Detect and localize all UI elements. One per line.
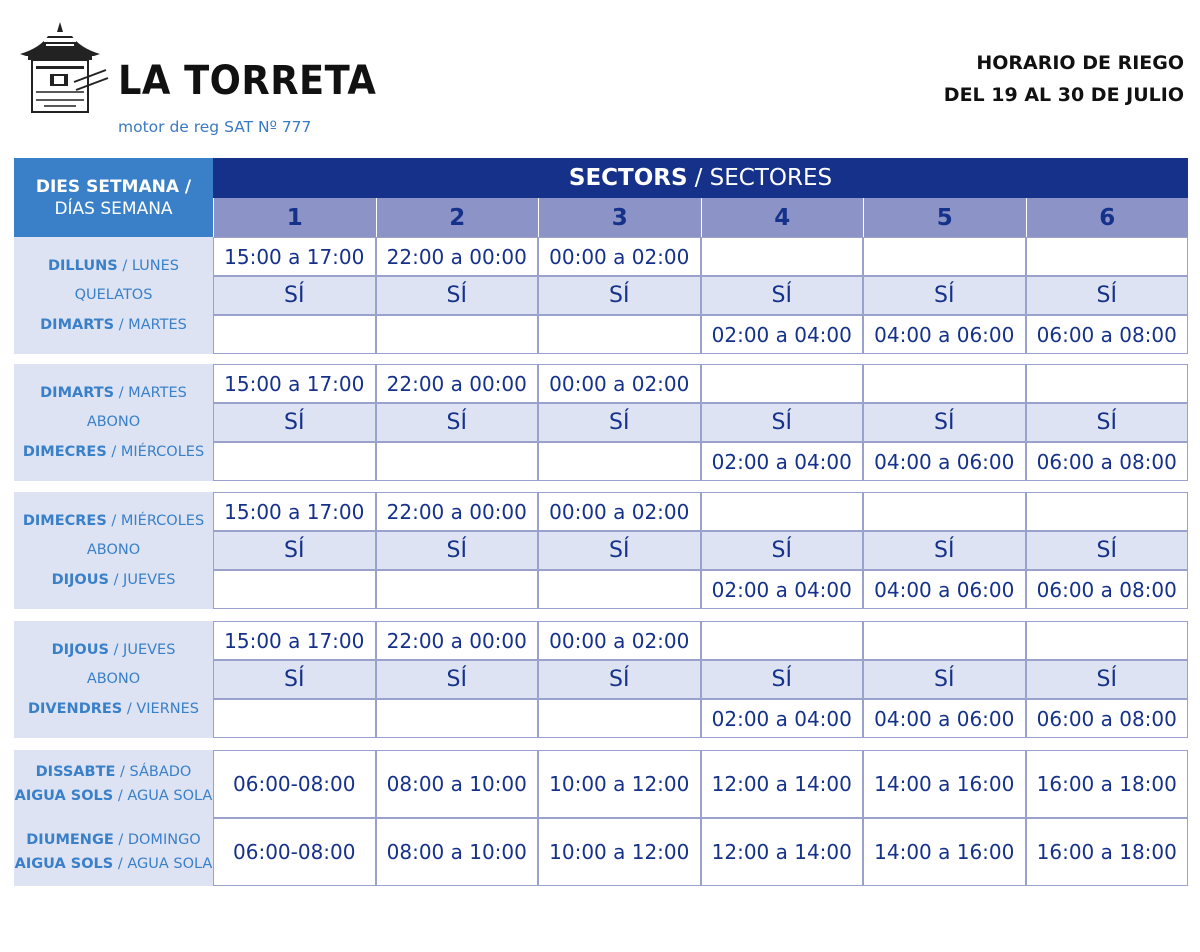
sector-number-4: 4	[701, 198, 864, 237]
schedule-cell	[863, 492, 1026, 531]
day-name-es: / VIERNES	[126, 701, 199, 718]
schedule-cell	[863, 237, 1026, 276]
logo-subtitle: motor de reg SAT Nº 777	[118, 118, 312, 136]
day-name-ca: DISSABTE	[35, 764, 116, 780]
sectors-header	[213, 158, 1188, 198]
day-name-es: / LUNES	[122, 257, 180, 274]
schedule-cell	[701, 492, 864, 531]
schedule-cell: 00:00 a 02:00	[538, 492, 701, 531]
days-header-line1: DIES SETMANA /	[35, 176, 192, 197]
day-name-es: / JUEVES	[113, 641, 176, 658]
block-label-line	[40, 317, 187, 333]
weekend-schedule-cell: 14:00 a 16:00	[863, 750, 1026, 818]
weekend-schedule-cell: 08:00 a 10:00	[376, 750, 539, 818]
schedule-cell	[213, 315, 376, 354]
schedule-cell: 00:00 a 02:00	[538, 621, 701, 660]
block-label-line	[75, 287, 153, 303]
day-name-ca: DIJOUS	[51, 641, 109, 658]
weekend-schedule-cell: 10:00 a 12:00	[538, 818, 701, 886]
day-name-es: / JUEVES	[113, 572, 176, 589]
day-name-es: / SÁBADO	[120, 764, 192, 780]
sector-active-cell: SÍ	[538, 276, 701, 315]
schedule-cell: 06:00 a 08:00	[1026, 699, 1189, 738]
block-label-line	[23, 513, 204, 529]
sector-number-2: 2	[376, 198, 539, 237]
weekend-label-line	[36, 764, 192, 780]
block-label-line	[52, 642, 176, 658]
block-label-line	[87, 414, 140, 430]
schedule-cell	[376, 570, 539, 609]
sector-active-cell: SÍ	[538, 531, 701, 570]
tower-icon	[14, 20, 110, 116]
schedule-cell	[1026, 492, 1189, 531]
day-name-es: / AGUA SOLA	[117, 788, 213, 804]
heading-dates: DEL 19 AL 30 DE JULIO	[943, 84, 1184, 106]
day-name-es: QUELATOS	[74, 287, 153, 304]
schedule-cell	[863, 364, 1026, 403]
weekend-label-line	[26, 832, 200, 848]
schedule-cell: 06:00 a 08:00	[1026, 315, 1189, 354]
day-name-ca: DIJOUS	[51, 572, 109, 589]
sector-active-cell: SÍ	[863, 531, 1026, 570]
schedule-cell: 22:00 a 00:00	[376, 621, 539, 660]
day-name-ca: AIGUA SOLS	[14, 788, 114, 804]
schedule-cell: 15:00 a 17:00	[213, 237, 376, 276]
day-name-es: / MIÉRCOLES	[111, 512, 205, 529]
sector-active-cell: SÍ	[213, 531, 376, 570]
sector-active-cell: SÍ	[1026, 660, 1189, 699]
sector-active-cell: SÍ	[701, 276, 864, 315]
schedule-cell	[538, 570, 701, 609]
day-name-ca: DILLUNS	[47, 257, 118, 274]
block-label-4	[14, 621, 213, 738]
weekend-label-line	[15, 788, 213, 804]
sector-active-cell: SÍ	[1026, 531, 1189, 570]
sector-active-cell: SÍ	[701, 531, 864, 570]
sector-number-5: 5	[863, 198, 1026, 237]
schedule-cell: 04:00 a 06:00	[863, 442, 1026, 481]
day-name-es: ABONO	[86, 414, 141, 431]
schedule-cell	[376, 699, 539, 738]
sector-active-cell: SÍ	[213, 276, 376, 315]
sector-active-cell: SÍ	[701, 403, 864, 442]
schedule-cell: 22:00 a 00:00	[376, 237, 539, 276]
schedule-cell: 15:00 a 17:00	[213, 492, 376, 531]
weekend-label-line	[15, 856, 213, 872]
day-name-es: ABONO	[86, 671, 141, 688]
sector-active-cell: SÍ	[538, 403, 701, 442]
schedule-cell: 00:00 a 02:00	[538, 364, 701, 403]
weekend-schedule-cell: 08:00 a 10:00	[376, 818, 539, 886]
sector-active-cell: SÍ	[863, 276, 1026, 315]
block-label-2	[14, 364, 213, 481]
sectors-header-ca: SECTORS	[568, 165, 688, 191]
schedule-cell	[213, 570, 376, 609]
day-name-es: / DOMINGO	[118, 832, 201, 848]
schedule-cell	[538, 442, 701, 481]
sector-active-cell: SÍ	[1026, 403, 1189, 442]
day-name-ca: AIGUA SOLS	[14, 856, 114, 872]
day-name-ca: DIUMENGE	[26, 832, 114, 848]
block-label-line	[23, 444, 204, 460]
days-header-line2: DÍAS SEMANA	[54, 198, 173, 219]
weekend-schedule-cell: 14:00 a 16:00	[863, 818, 1026, 886]
schedule-cell	[701, 621, 864, 660]
weekend-schedule-cell: 10:00 a 12:00	[538, 750, 701, 818]
schedule-cell	[213, 442, 376, 481]
day-name-ca: DIMECRES	[22, 444, 107, 461]
weekend-schedule-cell: 16:00 a 18:00	[1026, 818, 1189, 886]
sector-number-1: 1	[213, 198, 376, 237]
heading-title: HORARIO DE RIEGO	[976, 52, 1184, 74]
weekend-label-2	[14, 818, 213, 886]
sectors-header-es: / SECTORES	[694, 165, 833, 191]
sector-number-6: 6	[1026, 198, 1189, 237]
sector-active-cell: SÍ	[376, 531, 539, 570]
sector-active-cell: SÍ	[1026, 276, 1189, 315]
block-label-line	[28, 701, 199, 717]
schedule-cell: 02:00 a 04:00	[701, 570, 864, 609]
schedule-cell	[1026, 364, 1189, 403]
sector-active-cell: SÍ	[213, 660, 376, 699]
schedule-cell	[701, 364, 864, 403]
logo-title: LA TORRETA	[118, 58, 377, 104]
sector-active-cell: SÍ	[863, 403, 1026, 442]
day-name-ca: DIVENDRES	[28, 701, 123, 718]
weekend-schedule-cell: 12:00 a 14:00	[701, 818, 864, 886]
day-name-es: / AGUA SOLA	[117, 856, 213, 872]
sector-number-3: 3	[538, 198, 701, 237]
schedule-cell: 04:00 a 06:00	[863, 315, 1026, 354]
block-label-line	[52, 572, 176, 588]
day-name-es: / MIÉRCOLES	[111, 444, 205, 461]
block-label-1	[14, 237, 213, 354]
schedule-cell: 22:00 a 00:00	[376, 364, 539, 403]
block-label-line	[48, 258, 179, 274]
weekend-schedule-cell: 12:00 a 14:00	[701, 750, 864, 818]
schedule-cell	[863, 621, 1026, 660]
block-label-line	[40, 385, 187, 401]
schedule-cell	[376, 315, 539, 354]
weekend-schedule-cell: 06:00-08:00	[213, 750, 376, 818]
weekend-schedule-cell: 16:00 a 18:00	[1026, 750, 1189, 818]
day-name-ca: DIMECRES	[22, 512, 107, 529]
sector-active-cell: SÍ	[213, 403, 376, 442]
block-label-line	[87, 542, 140, 558]
schedule-cell: 22:00 a 00:00	[376, 492, 539, 531]
schedule-cell: 02:00 a 04:00	[701, 442, 864, 481]
weekend-label-1	[14, 750, 213, 818]
sector-active-cell: SÍ	[376, 276, 539, 315]
schedule-cell: 15:00 a 17:00	[213, 621, 376, 660]
schedule-cell: 04:00 a 06:00	[863, 570, 1026, 609]
day-name-es: / MARTES	[118, 317, 187, 334]
schedule-cell	[538, 699, 701, 738]
schedule-cell: 02:00 a 04:00	[701, 315, 864, 354]
schedule-cell	[1026, 621, 1189, 660]
schedule-cell: 06:00 a 08:00	[1026, 442, 1189, 481]
schedule-cell: 02:00 a 04:00	[701, 699, 864, 738]
weekend-schedule-cell: 06:00-08:00	[213, 818, 376, 886]
sector-active-cell: SÍ	[376, 403, 539, 442]
day-name-es: / MARTES	[118, 384, 187, 401]
schedule-cell: 04:00 a 06:00	[863, 699, 1026, 738]
sector-active-cell: SÍ	[538, 660, 701, 699]
schedule-cell	[538, 315, 701, 354]
block-label-line	[87, 671, 140, 687]
logo	[14, 20, 377, 136]
sector-active-cell: SÍ	[376, 660, 539, 699]
days-header	[14, 158, 213, 237]
schedule-cell	[701, 237, 864, 276]
block-label-3	[14, 492, 213, 609]
schedule-cell: 00:00 a 02:00	[538, 237, 701, 276]
schedule-cell: 06:00 a 08:00	[1026, 570, 1189, 609]
schedule-cell: 15:00 a 17:00	[213, 364, 376, 403]
sector-active-cell: SÍ	[863, 660, 1026, 699]
day-name-ca: DIMARTS	[40, 317, 115, 334]
schedule-cell	[376, 442, 539, 481]
schedule-cell	[1026, 237, 1189, 276]
schedule-cell	[213, 699, 376, 738]
sector-active-cell: SÍ	[701, 660, 864, 699]
day-name-ca: DIMARTS	[40, 384, 115, 401]
day-name-es: ABONO	[86, 542, 141, 559]
schedule-heading	[944, 47, 1184, 111]
